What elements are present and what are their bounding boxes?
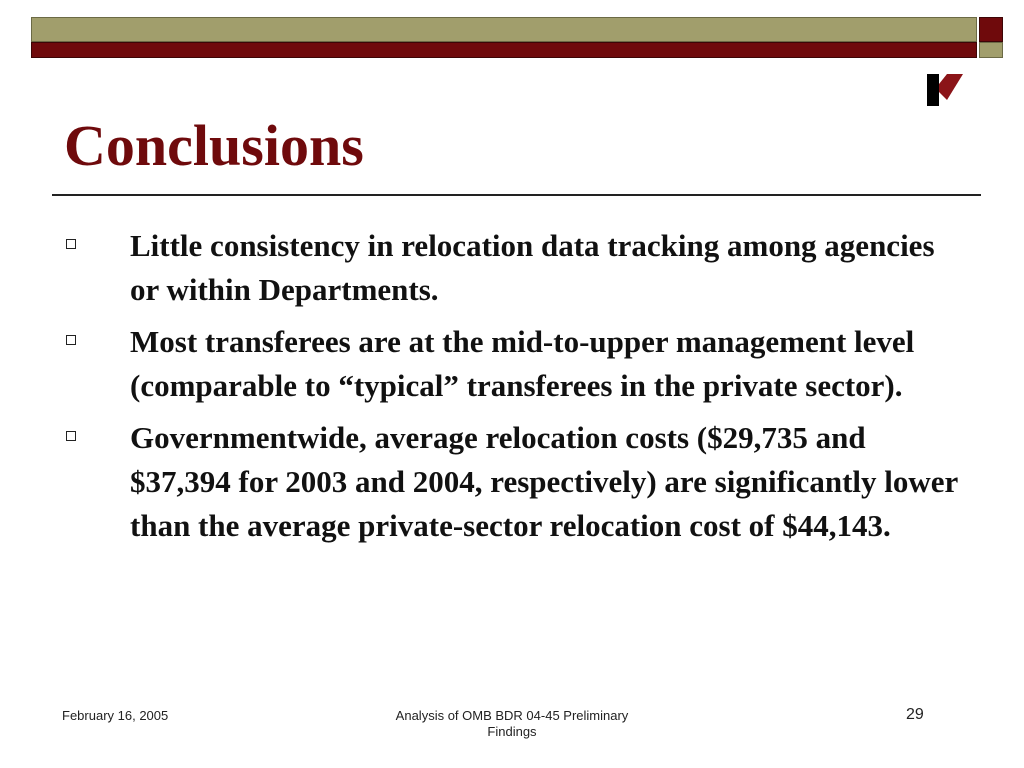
header-square-olive — [979, 42, 1003, 58]
bullet-text: Governmentwide, average relocation costs ($29,735 and $37,394 for 2003 and 2004, respectively) are significantly lower than the average private-sector relocation cost of $44,143. — [130, 420, 958, 543]
header-band-red — [31, 42, 977, 58]
footer-title-line: Findings — [487, 724, 537, 739]
bullet-item — [62, 320, 962, 408]
header-band-olive — [31, 17, 977, 42]
bullet-list — [62, 224, 962, 556]
bullet-item — [62, 224, 962, 312]
agency-logo-icon — [925, 70, 965, 110]
slide-title: Conclusions — [64, 113, 364, 178]
footer-date: February 16, 2005 — [62, 708, 169, 723]
header-square-red — [979, 17, 1003, 42]
bullet-item — [62, 416, 962, 548]
title-divider — [52, 194, 981, 196]
square-bullet-icon — [66, 239, 76, 249]
page-number: 29 — [906, 706, 924, 723]
bullet-text: Little consistency in relocation data tracking among agencies or within Departments. — [130, 228, 935, 307]
footer-title-line: Analysis of OMB BDR 04-45 Preliminary — [395, 708, 629, 723]
footer-title — [362, 708, 662, 740]
square-bullet-icon — [66, 335, 76, 345]
bullet-text: Most transferees are at the mid-to-upper management level (comparable to “typical” transferees in the private sector). — [130, 324, 915, 403]
square-bullet-icon — [66, 431, 76, 441]
